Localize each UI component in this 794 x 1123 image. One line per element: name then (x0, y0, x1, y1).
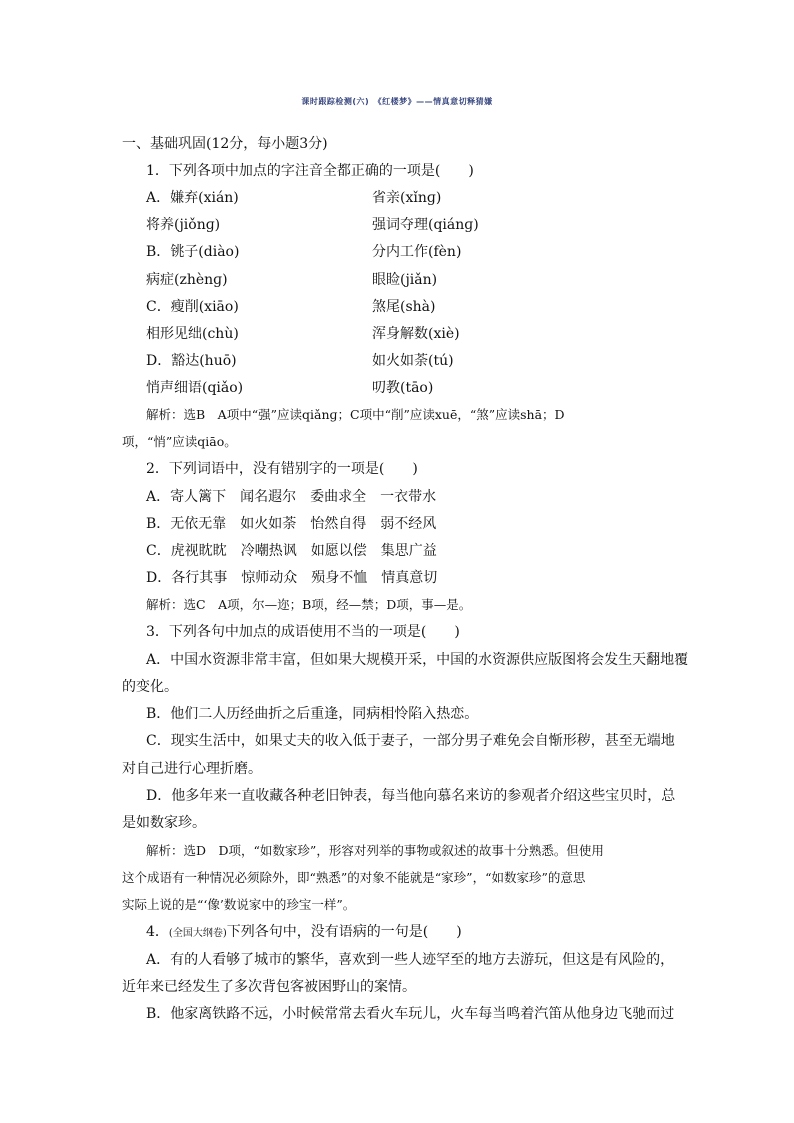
q3-option-d: D．他多年来一直收藏各种老旧钟表，每当他向慕名来访的参观者介绍这些宝贝时，总 (146, 788, 676, 804)
question-2-stem: 2．下列词语中，没有错别字的一项是( ) (146, 461, 418, 477)
section-heading: 一、基础巩固(12分，每小题3分) (122, 136, 328, 152)
q2-option-a: A．寄人篱下 闻名遐尔 委曲求全 一衣带水 (146, 489, 437, 505)
q1-option-a2-right: 强词夺理(qiánɡ) (372, 217, 479, 233)
q3-option-a-cont: 的变化。 (122, 679, 178, 695)
q1-analysis-cont: 项，“悄”应读qiāo。 (122, 434, 237, 449)
page-title: 课时跟踪检测(六) 《红楼梦》——情真意切释猜嫌 (301, 97, 493, 106)
q2-option-b: B．无依无靠 如火如荼 怡然自得 弱不经风 (146, 516, 437, 532)
q3-analysis: 解析：选D D项，“如数家珍”，形容对列举的事物或叙述的故事十分熟悉。但使用 (146, 843, 604, 858)
q3-analysis-cont-1: 这个成语有一种情况必须除外，即“熟悉”的对象不能就是“家珍”，“如数家珍”的意思 (122, 870, 586, 885)
q1-analysis: 解析：选B A项中“强”应读qiǎnɡ；C项中“削”应读xuē，“煞”应读shā；D (146, 407, 565, 422)
question-1-stem: 1．下列各项中加点的字注音全都正确的一项是( ) (146, 163, 474, 179)
q1-option-b-left: B．铫子(diào) (146, 244, 240, 260)
q1-option-c-left: C．瘦削(xiāo) (146, 299, 239, 315)
q4-number: 4． (146, 924, 169, 940)
q3-option-a: A．中国水资源非常丰富，但如果大规模开采，中国的水资源供应版图将会发生天翻地覆 (146, 652, 689, 668)
q1-option-a-right: 省亲(xǐnɡ) (372, 190, 442, 206)
q4-option-b: B．他家离铁路不远，小时候常常去看火车玩儿，火车每当鸣着汽笛从他身边飞驰而过 (146, 1006, 675, 1022)
q2-option-c: C．虎视眈眈 冷嘲热讽 如愿以偿 集思广益 (146, 543, 437, 559)
q1-option-c2-left: 相形见绌(chù) (146, 326, 239, 342)
q1-option-d2-right: 叨教(tāo) (372, 380, 434, 396)
q4-option-a: A．有的人看够了城市的繁华，喜欢到一些人迹罕至的地方去游玩，但这是有风险的， (146, 952, 675, 968)
q1-option-c2-right: 浑身解数(xiè) (372, 326, 460, 342)
q4-option-a-cont: 近年来已经发生了多次背包客被困野山的案情。 (122, 979, 416, 995)
q1-option-d2-left: 悄声细语(qiǎo) (146, 380, 244, 396)
q3-option-c-cont: 对自己进行心理折磨。 (122, 761, 262, 777)
question-4-stem (146, 922, 706, 944)
q1-option-a-left: A．嫌弃(xián) (146, 190, 239, 206)
q3-option-b: B．他们二人历经曲折之后重逢，同病相怜陷入热恋。 (146, 706, 479, 722)
q1-option-b2-left: 病症(zhènɡ) (146, 272, 228, 288)
q1-option-a2-left: 将养(jiǒnɡ) (146, 217, 221, 233)
q1-option-b2-right: 眼睑(jiǎn) (372, 272, 438, 288)
q2-analysis: 解析：选C A项，尔—迩；B项，经—禁；D项，事—是。 (146, 597, 472, 612)
q3-analysis-cont-2: 实际上说的是“‘像’数说家中的珍宝一样”。 (122, 897, 356, 912)
question-3-stem: 3．下列各句中加点的成语使用不当的一项是( ) (146, 624, 460, 640)
q1-option-b-right: 分内工作(fèn) (372, 244, 462, 260)
q1-option-c-right: 煞尾(shà) (372, 299, 436, 315)
q3-option-d-cont: 是如数家珍。 (122, 815, 206, 831)
q1-option-d-right: 如火如荼(tú) (372, 353, 454, 369)
q3-option-c: C．现实生活中，如果丈夫的收入低于妻子，一部分男子难免会自惭形秽，甚至无端地 (146, 733, 675, 749)
q1-option-d-left: D．豁达(huō) (146, 353, 237, 369)
q2-option-d: D．各行其事 惊师动众 殒身不恤 情真意切 (146, 570, 438, 586)
q4-source-tag: (全国大纲卷) (168, 928, 227, 939)
q4-stem-text: 下列各句中，没有语病的一句是( ) (226, 924, 462, 940)
